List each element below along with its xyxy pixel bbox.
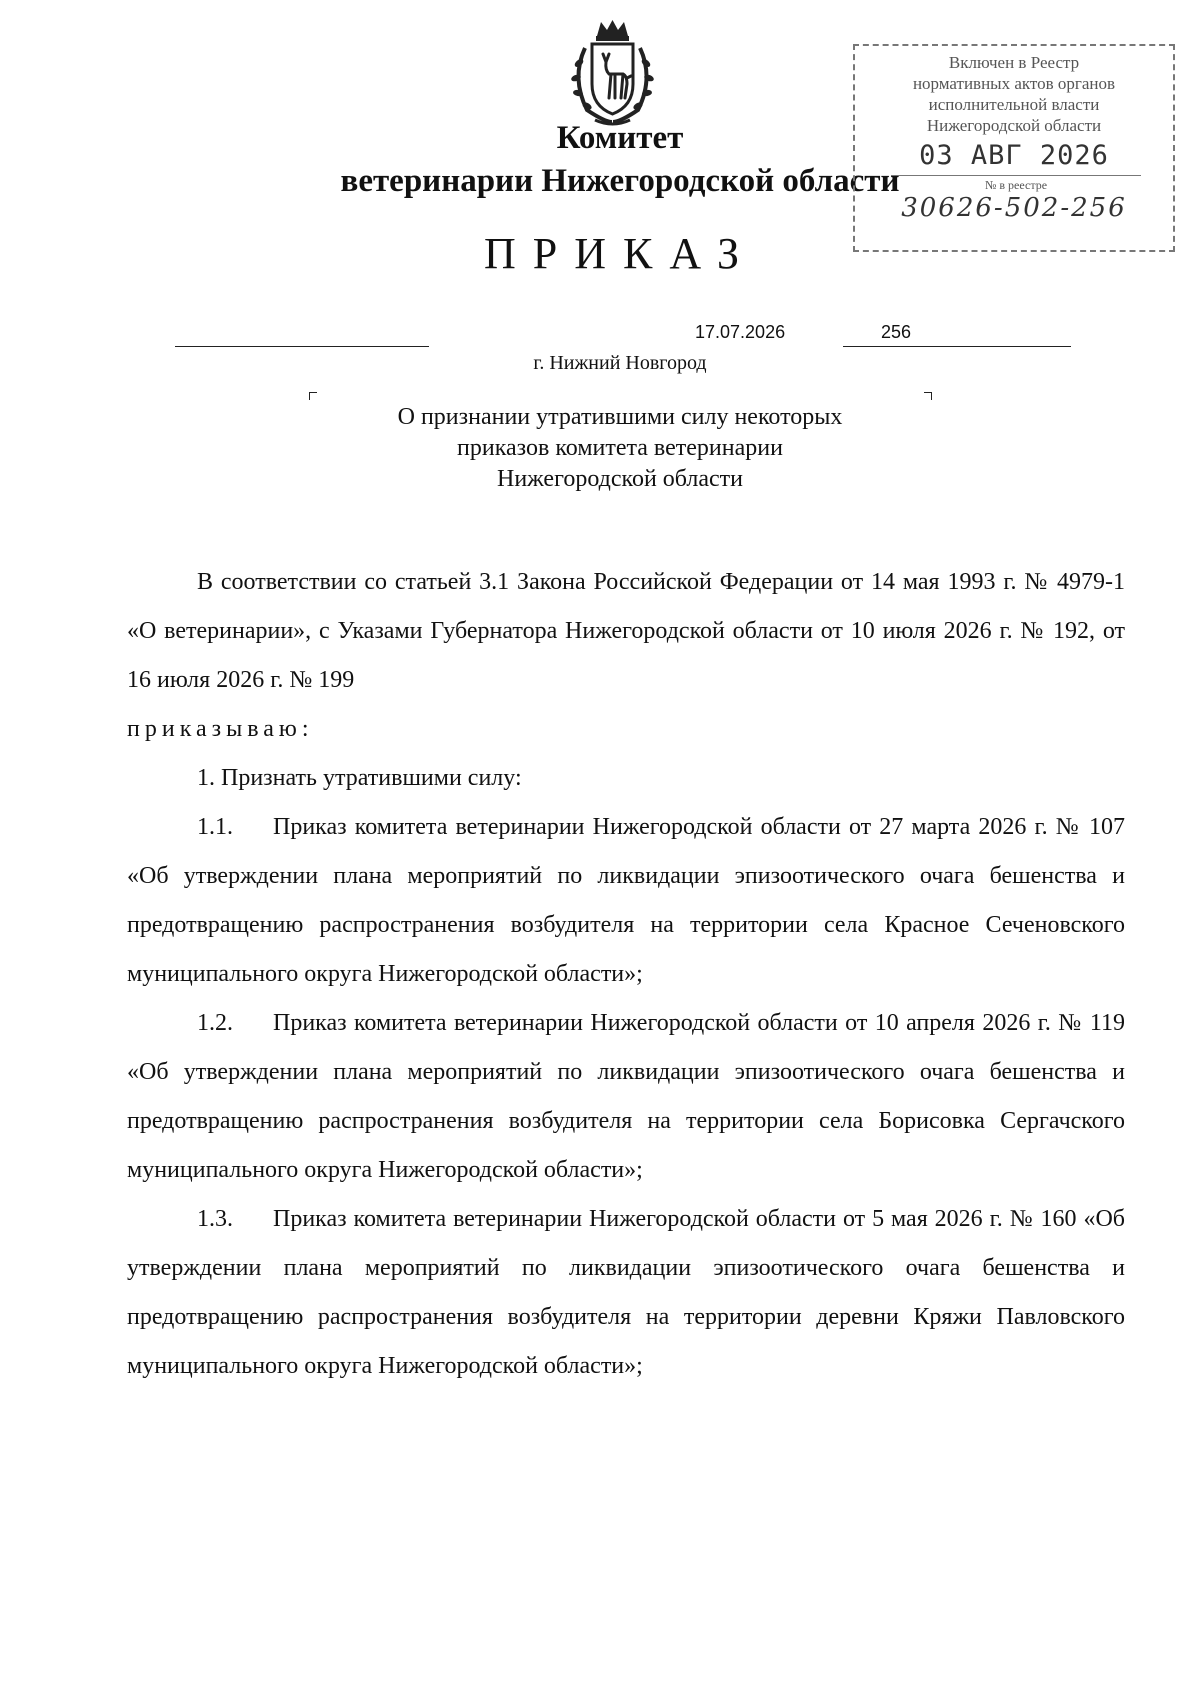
- number-underline: [843, 346, 1071, 347]
- subitem-text: Приказ комитета ветеринарии Нижегородской области от 27 марта 2026 г. № 107 «Об утверждении плана мероприятий по ликвидации эпизоотического очага бешенства и предотвращению распространения возбудителя на территории села Красное Сеченовского муниципального округа Нижегородской области»;: [127, 814, 1125, 987]
- order-date: 17.07.2026: [695, 322, 786, 342]
- subject-corner-right: [924, 392, 932, 400]
- coat-of-arms-icon: [565, 18, 660, 130]
- subject-line: О признании утратившими силу некоторых: [397, 404, 843, 430]
- subitem-number: 1.1.: [197, 814, 233, 840]
- document-type-title: ПРИКАЗ: [483, 229, 757, 278]
- stamp-line: исполнительной власти: [928, 95, 1100, 114]
- order-number: 256: [881, 322, 912, 342]
- date-underline: [175, 346, 429, 347]
- directive-word: приказываю:: [127, 716, 314, 742]
- registry-stamp: [853, 44, 1175, 252]
- stamp-registry-number: 30626-502-256: [901, 193, 1127, 223]
- stamp-number-label: № в реестре: [891, 175, 1141, 193]
- subitem-number: 1.2.: [197, 1010, 233, 1036]
- subject-corner-left: [309, 392, 317, 400]
- subject-line: Нижегородской области: [496, 466, 744, 492]
- subitem-text: Приказ комитета ветеринарии Нижегородской области от 5 мая 2026 г. № 160 «Об утверждении плана мероприятий по ликвидации эпизоотического очага бешенства и предотвращению распространения возбудителя на территории деревни Кряжи Павловского муниципального округа Нижегородской области»;: [127, 1206, 1125, 1379]
- item-1: 1. Признать утратившими силу:: [197, 765, 522, 791]
- stamp-line: Нижегородской области: [926, 116, 1102, 135]
- stamp-line: Включен в Реестр: [948, 53, 1080, 72]
- subitem-text: Приказ комитета ветеринарии Нижегородской области от 10 апреля 2026 г. № 119 «Об утверждении плана мероприятий по ликвидации эпизоотического очага бешенства и предотвращению распространения возбудителя на территории села Борисовка Сергачского муниципального округа Нижегородской области»;: [127, 1010, 1125, 1183]
- stamp-line: нормативных актов органов: [912, 74, 1116, 93]
- stamp-date: 03 АВГ 2026: [919, 140, 1109, 171]
- subitem-1-1: [127, 803, 1125, 999]
- subitem-1-2: [127, 999, 1125, 1195]
- organization-name-line1: Комитет: [556, 120, 684, 156]
- organization-name-line2: ветеринарии Нижегородской области: [340, 163, 900, 199]
- subject-line: приказов комитета ветеринарии: [457, 435, 783, 461]
- order-subject: [0, 402, 1200, 495]
- order-body: [127, 558, 1125, 1391]
- order-city: г. Нижний Новгород: [533, 352, 707, 374]
- subitem-1-3: [127, 1195, 1125, 1391]
- preamble-paragraph: В соответствии со статьей 3.1 Закона Российской Федерации от 14 мая 1993 г. № 4979-1 «О ветеринарии», с Указами Губернатора Нижегородской области от 10 июля 2026 г. № 192, от 16 июля 2026 г. № 199: [127, 569, 1125, 693]
- subitem-number: 1.3.: [197, 1206, 233, 1232]
